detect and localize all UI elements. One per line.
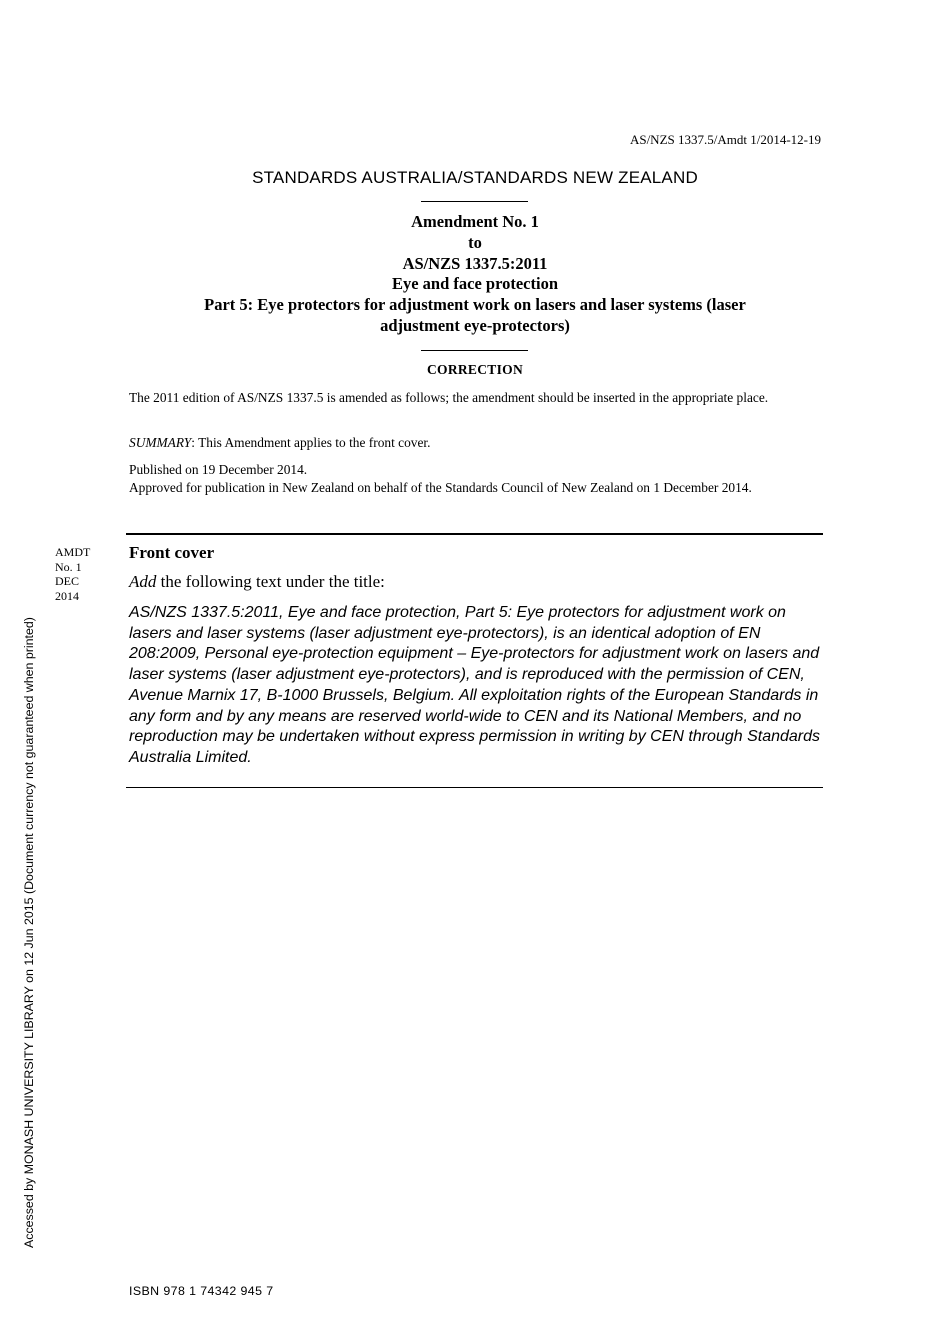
access-watermark: Accessed by MONASH UNIVERSITY LIBRARY on 12 Jun 2015 (Document currency not guaranteed when printed) [22,617,36,1248]
title-line: adjustment eye-protectors) [380,315,570,335]
inserted-text: AS/NZS 1337.5:2011, Eye and face protection, Part 5: Eye protectors for adjustment work on lasers and laser systems (laser adjustment eye-protectors), is an identical adoption of EN 208:2009, Personal eye-protection equipment – Eye-protectors for adjustment work on lasers and laser systems (laser adjustment eye-protectors), and is reproduced with the permission of CEN, Avenue Marnix 17, B-1000 Brussels, Belgium. All exploitation rights of the European Standards in any form and by any means are reserved world-wide to CEN and its National Members, and no reproduction may be undertaken without express permission in writing by CEN through Standards Australia Limited. [129,604,821,766]
approval-statement: Approved for publication in New Zealand on behalf of the Standards Council of New Zealand on 1 December 2014. [129,480,752,495]
section-divider-bottom [126,787,823,788]
isbn: ISBN 978 1 74342 945 7 [129,1284,274,1298]
section-divider-thick [126,533,823,535]
edition-paragraph: The 2011 edition of AS/NZS 1337.5 is amended as follows; the amendment should be inserted in the appropriate place. [129,390,769,405]
document-reference: AS/NZS 1337.5/Amdt 1/2014-12-19 [629,132,821,147]
summary-paragraph [129,434,821,452]
title-line: AS/NZS 1337.5:2011 [402,253,548,273]
published-date: Published on 19 December 2014. [129,462,308,477]
title-line: to [468,232,482,252]
instruction-line [129,572,385,592]
margin-note-line: 2014 [55,588,79,603]
margin-note-line: AMDT [55,545,91,559]
section-heading: Front cover [129,543,215,562]
margin-note-line: DEC [55,574,79,588]
publication-paragraph [129,461,821,497]
organisation-heading: STANDARDS AUSTRALIA/STANDARDS NEW ZEALAND [252,168,698,187]
correction-label: CORRECTION [426,362,523,377]
add-word: Add [129,572,157,591]
summary-label: SUMMARY [129,435,192,450]
margin-note-line: No. 1 [55,559,82,574]
instruction-text: the following text under the title: [156,572,385,591]
amendment-margin-note [55,545,90,603]
title-rule-bottom [421,350,528,351]
summary-text: : This Amendment applies to the front cover. [191,435,431,450]
title-line: Amendment No. 1 [411,212,539,231]
title-rule-top [421,201,528,202]
title-line: Part 5: Eye protectors for adjustment work on lasers and laser systems (laser [204,295,746,315]
title-line: Eye and face protection [391,274,559,294]
amendment-title [150,212,800,337]
